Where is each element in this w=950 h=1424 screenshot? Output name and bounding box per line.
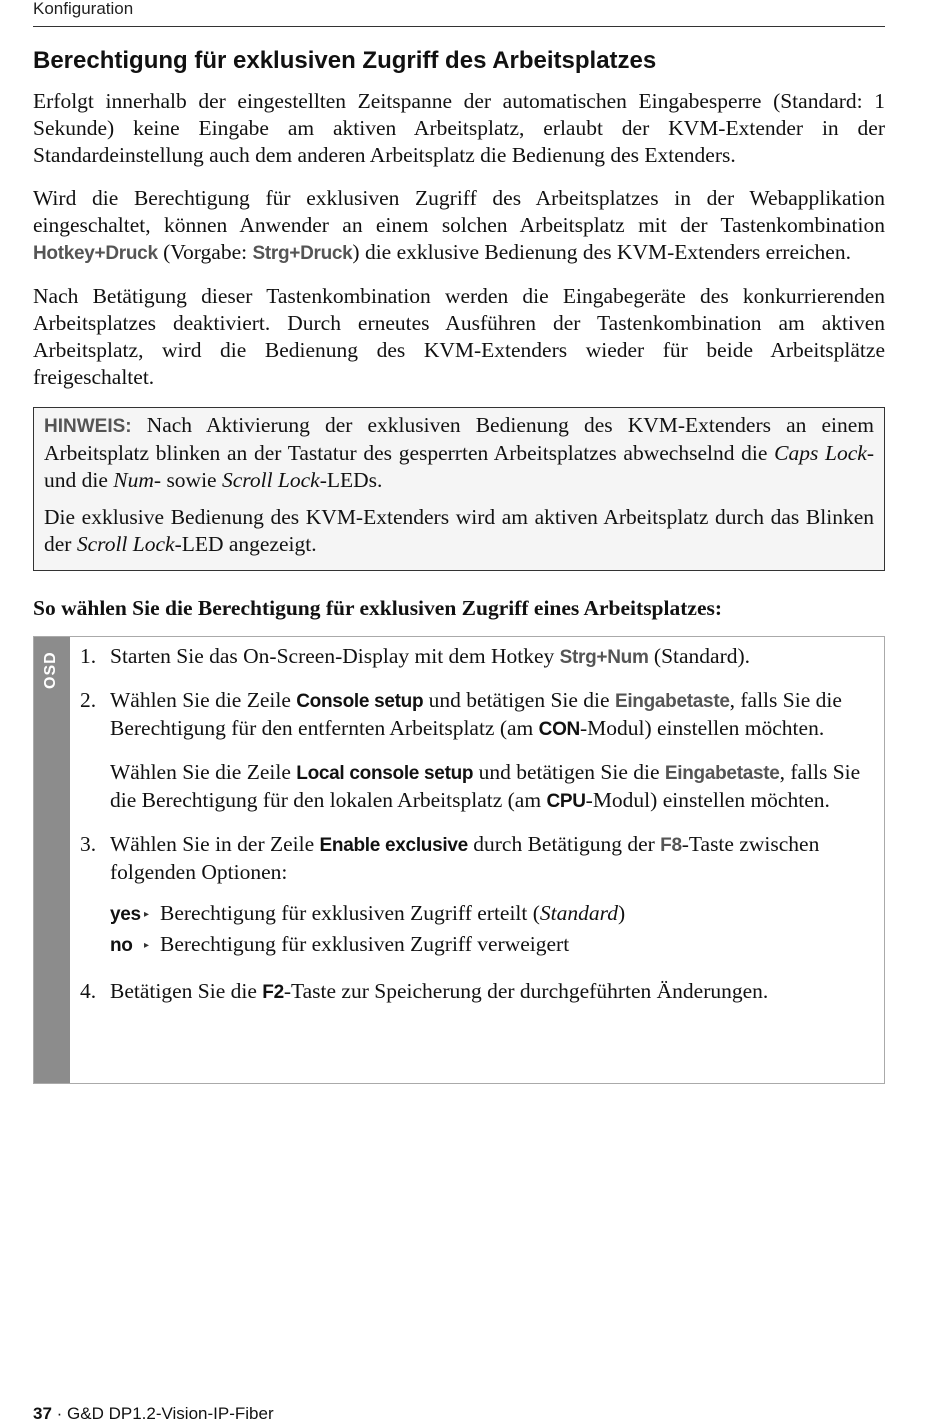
strg-num-key: Strg+Num bbox=[559, 647, 649, 668]
paragraph-2-text: Wird die Berechtigung für exklusiven Zugriff des Arbeitsplatzes in der Webapplikation eingeschaltet, können Anwender an einem solchen Arbeitsplatz mit der Tastenkombination bbox=[33, 186, 885, 237]
step-3 bbox=[80, 831, 864, 962]
page-number: 37 bbox=[33, 1404, 52, 1423]
osd-label: OSD bbox=[42, 651, 59, 689]
option-text-part: Berechtigung für exklusiven Zugriff erteilt ( bbox=[160, 901, 540, 925]
step-2-text: , falls Sie die Berechtigung für den entfernten Arbeitsplatz (am bbox=[110, 688, 842, 740]
step-1 bbox=[80, 643, 864, 671]
local-console-setup-key: Local console setup bbox=[296, 763, 474, 784]
step-3-text: -Taste zwischen folgenden Optionen: bbox=[110, 832, 820, 884]
osd-steps-box bbox=[33, 636, 885, 1084]
note-text: -LEDs. bbox=[319, 468, 383, 492]
footer-separator: · bbox=[51, 1404, 68, 1423]
step-text bbox=[110, 687, 864, 815]
option-no bbox=[110, 931, 864, 962]
step-1-text: Starten Sie das On-Screen-Display mit dem Hotkey bbox=[110, 644, 560, 668]
step-text bbox=[110, 831, 864, 962]
step-2-text: Wählen Sie die Zeile bbox=[110, 688, 297, 712]
product-name: G&D DP1.2-Vision-IP-Fiber bbox=[67, 1404, 274, 1423]
option-key: yes bbox=[110, 904, 141, 925]
note-text: Die exklusive Bedienung des KVM-Extenders wird am aktiven Arbeitsplatz durch das Blinken der bbox=[44, 505, 874, 556]
step-3-text: durch Betätigung der bbox=[467, 832, 661, 856]
osd-sidebar bbox=[34, 637, 70, 1083]
step-2-text: Wählen Sie die Zeile bbox=[110, 760, 297, 784]
note-text: - sowie bbox=[153, 468, 222, 492]
step-4-text: -Taste zur Speicherung der durchgeführten Änderungen. bbox=[283, 979, 769, 1003]
note-text: Nach Aktivierung der exklusiven Bedienung des KVM-Extenders an einem Arbeitsplatz blinken an der Tastatur des gesperrten Arbeitsplatzes abwechselnd die bbox=[44, 413, 874, 465]
step-2-text: -Modul) einstellen möchten. bbox=[579, 716, 825, 740]
note-text: -LED angezeigt. bbox=[174, 532, 317, 556]
scroll-lock-term: Scroll Lock bbox=[76, 532, 175, 556]
osd-steps-list bbox=[70, 637, 884, 1083]
main-content bbox=[33, 44, 885, 1084]
f2-key: F2 bbox=[262, 982, 284, 1003]
standard-term: Standard bbox=[539, 901, 618, 925]
note-paragraph-2 bbox=[44, 504, 874, 558]
step-4-text: Betätigen Sie die bbox=[110, 979, 263, 1003]
console-setup-key: Console setup bbox=[296, 691, 424, 712]
note-label: HINWEIS: bbox=[44, 416, 132, 437]
paragraph-3: Nach Betätigung dieser Tastenkombination werden die Eingabegeräte des konkurrierenden Arbeitsplatzes deaktiviert. Durch erneutes Ausführen der Tastenkombination am aktiven Arbeitsplatz, wird die Bedienung des KVM-Extenders wieder für beide Arbeitsplätze freigeschaltet. bbox=[33, 284, 885, 389]
paragraph-2-text: ) die exklusive Bedienung des KVM-Extenders erreichen. bbox=[352, 240, 851, 264]
step-number: 2. bbox=[80, 688, 97, 712]
note-box bbox=[33, 407, 885, 571]
step-2-text: und betätigen Sie die bbox=[423, 688, 615, 712]
step-1-text: (Standard). bbox=[648, 644, 751, 668]
step-2-text: , falls Sie die Berechtigung für den lokalen Arbeitsplatz (am bbox=[110, 760, 861, 812]
option-text-part: ) bbox=[617, 901, 626, 925]
section-title: Konfiguration bbox=[33, 0, 134, 18]
num-term: Num bbox=[113, 468, 154, 492]
step-number: 4. bbox=[80, 979, 97, 1003]
f8-key: F8 bbox=[660, 835, 682, 856]
step-2-text: -Modul) einstellen möchten. bbox=[585, 788, 830, 812]
option-text: Berechtigung für exklusiven Zugriff verweigert bbox=[160, 932, 570, 956]
option-text bbox=[160, 900, 625, 927]
note-text: - und die bbox=[44, 441, 874, 492]
con-module-key: CON bbox=[538, 719, 580, 740]
caps-lock-term: Caps Lock bbox=[774, 441, 867, 465]
enter-key: Eingabetaste bbox=[664, 763, 780, 784]
step-3-text: Wählen Sie in der Zeile bbox=[110, 832, 320, 856]
option-key: no bbox=[110, 935, 133, 956]
step-4 bbox=[80, 978, 864, 1006]
scroll-lock-term: Scroll Lock bbox=[221, 468, 320, 492]
step-2-paragraph-2 bbox=[110, 759, 864, 815]
note-paragraph-1 bbox=[44, 412, 874, 494]
paragraph-1: Erfolgt innerhalb der eingestellten Zeitspanne der automatischen Eingabesperre (Standard: 1 Sekunde) keine Eingabe am aktiven Arbeitsplatz, erlaubt der KVM-Extender in der Standardeinstellung auch dem anderen Arbeitsplatz die Bedienung des Extenders. bbox=[33, 89, 885, 167]
step-number: 3. bbox=[80, 832, 97, 856]
paragraph-2-text: (Vorgabe: bbox=[157, 240, 253, 264]
steps-heading: So wählen Sie die Berechtigung für exklusiven Zugriff eines Arbeitsplatzes: bbox=[33, 596, 723, 620]
step-number: 1. bbox=[80, 644, 97, 668]
page-title: Berechtigung für exklusiven Zugriff des Arbeitsplatzes bbox=[33, 47, 657, 74]
hotkey-druck-key: Hotkey+Druck bbox=[33, 243, 158, 264]
paragraph-2 bbox=[33, 185, 885, 267]
triangle-right-icon: ▸ bbox=[144, 940, 150, 951]
triangle-right-icon: ▸ bbox=[144, 909, 150, 920]
enable-exclusive-key: Enable exclusive bbox=[319, 835, 468, 856]
step-2-paragraph-1 bbox=[110, 687, 864, 743]
step-2 bbox=[80, 687, 864, 815]
page-footer bbox=[33, 1404, 274, 1424]
strg-druck-key: Strg+Druck bbox=[252, 243, 353, 264]
step-text bbox=[110, 978, 768, 1006]
options-list bbox=[110, 900, 864, 962]
page-header bbox=[33, 0, 885, 27]
step-text bbox=[110, 643, 750, 671]
enter-key: Eingabetaste bbox=[614, 691, 730, 712]
cpu-module-key: CPU bbox=[546, 791, 586, 812]
step-2-text: und betätigen Sie die bbox=[473, 760, 665, 784]
option-yes bbox=[110, 900, 864, 931]
